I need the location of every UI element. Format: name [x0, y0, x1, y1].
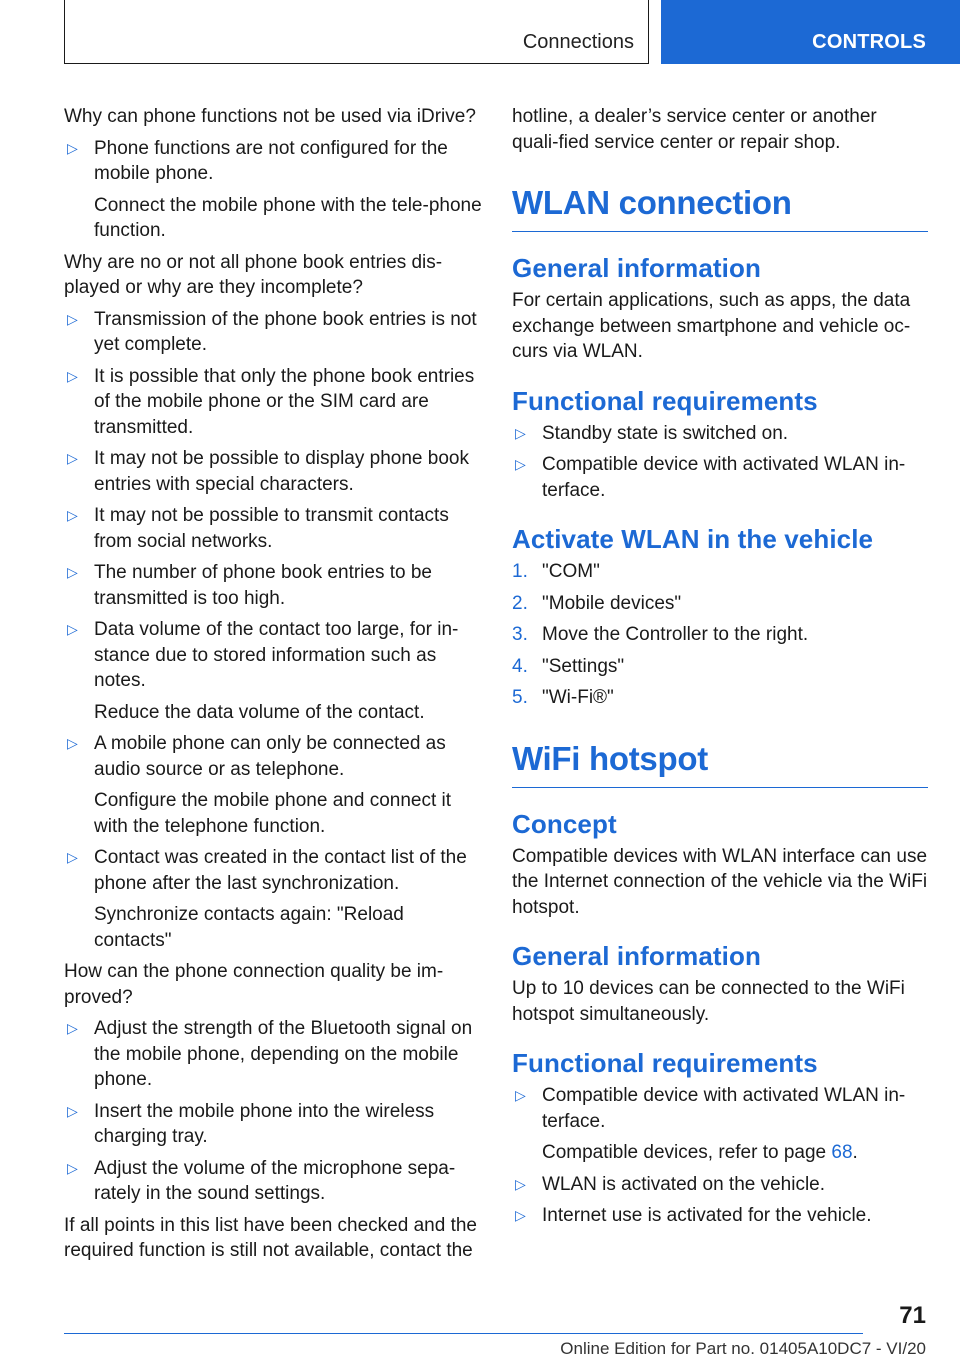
right-column: [512, 104, 928, 1235]
footer-edition: Online Edition for Part no. 01405A10DC7 - VI/20: [560, 1339, 926, 1358]
section-title-wlan: WLAN connection: [512, 183, 928, 232]
triangle-bullet-icon: ▷: [67, 735, 78, 751]
step-number: 1.: [512, 561, 528, 582]
page-ref-link[interactable]: 68: [831, 1142, 853, 1163]
list-item: [64, 1016, 482, 1093]
step-item: [512, 685, 928, 711]
list-item-text: A mobile phone can only be connected as audio source or as telephone.: [94, 733, 446, 780]
paragraph-general-information: For certain applications, such as apps, the data exchange between smartphone and vehicle oc-curs via WLAN.: [512, 290, 911, 362]
list-item-text: Adjust the strength of the Bluetooth signal on the mobile phone, depending on the mobile phone.: [94, 1018, 473, 1090]
step-item: [512, 559, 928, 585]
footer-rule: [64, 1333, 863, 1334]
list-item-text: Transmission of the phone book entries is not yet complete.: [94, 308, 477, 355]
header-chapter-tab[interactable]: [661, 0, 960, 64]
list-item: [512, 1203, 928, 1229]
list-item-text: Compatible device with activated WLAN in-terface.: [542, 1085, 906, 1132]
question-phone-functions: Why can phone functions not be used via iDrive?: [64, 106, 476, 127]
list-item: [512, 1083, 928, 1134]
triangle-bullet-icon: ▷: [67, 849, 78, 865]
list-item-text: It may not be possible to transmit contacts from social networks.: [94, 505, 449, 552]
step-text: "Settings": [542, 655, 625, 677]
step-number: 4.: [512, 655, 528, 677]
list-item: [64, 1099, 482, 1150]
triangle-bullet-icon: ▷: [515, 1087, 526, 1103]
triangle-bullet-icon: ▷: [515, 456, 526, 472]
list-item-note: Connect the mobile phone with the tele-phone function.: [94, 194, 482, 241]
list-item-note: Configure the mobile phone and connect it with the telephone function.: [94, 790, 452, 837]
list-item-note: Synchronize contacts again: "Reload contacts": [94, 904, 404, 951]
list-item-text: Insert the mobile phone into the wireless charging tray.: [94, 1100, 435, 1147]
list-item-note: [512, 1140, 928, 1166]
step-item: [512, 622, 928, 648]
header-section-box: [64, 0, 649, 64]
triangle-bullet-icon: ▷: [67, 564, 78, 580]
list-item-text: WLAN is activated on the vehicle.: [542, 1173, 826, 1195]
triangle-bullet-icon: ▷: [67, 1159, 78, 1176]
heading-general-information: General information: [512, 941, 761, 971]
closing-paragraph-continued: hotline, a dealer’s service center or another quali-fied service center or repair shop.: [512, 106, 877, 153]
triangle-bullet-icon: ▷: [67, 139, 78, 156]
triangle-bullet-icon: ▷: [67, 310, 78, 327]
list-item-text: Phone functions are not configured for the mobile phone.: [94, 137, 448, 184]
question-phone-book: Why are no or not all phone book entries dis-played or why are they incomplete?: [64, 251, 443, 298]
step-text: Move the Controller to the right.: [542, 624, 809, 645]
list-item: [512, 452, 928, 503]
list-item: [64, 1156, 482, 1207]
heading-functional-requirements: Functional requirements: [512, 385, 818, 416]
list-item-text: Adjust the volume of the microphone sepa-rately in the sound settings.: [94, 1157, 456, 1204]
step-number: 2.: [512, 592, 528, 614]
header-chapter-title: CONTROLS: [812, 31, 926, 53]
list-item-text: Standby state is switched on.: [542, 422, 789, 444]
list-item: [64, 503, 482, 554]
list-item: [512, 421, 928, 447]
page-ref-period: .: [852, 1142, 858, 1163]
list-item: [64, 364, 482, 441]
page-number: 71: [899, 1302, 926, 1329]
page-ref-text: Compatible devices, refer to page: [542, 1142, 832, 1163]
list-item-text: Compatible device with activated WLAN in-terface.: [542, 454, 906, 501]
header-section-title: Connections: [522, 31, 634, 53]
list-item: [64, 845, 482, 896]
left-column: [64, 104, 482, 1270]
list-item: [64, 307, 482, 358]
step-text: "Mobile devices": [542, 592, 682, 614]
step-number: 5.: [512, 687, 528, 708]
step-text: "Wi-Fi®": [542, 687, 614, 708]
step-text: "COM": [542, 561, 600, 582]
paragraph-general-information: Up to 10 devices can be connected to the WiFi hotspot simultaneously.: [512, 978, 905, 1025]
list-item-text: Contact was created in the contact list of the phone after the last synchronization.: [94, 847, 467, 894]
triangle-bullet-icon: ▷: [67, 1020, 78, 1036]
list-item: [64, 446, 482, 497]
list-item-text: Data volume of the contact too large, for in-stance due to stored information such as notes.: [94, 619, 459, 691]
list-item: [64, 136, 482, 187]
heading-concept: Concept: [512, 808, 617, 839]
triangle-bullet-icon: ▷: [515, 424, 526, 441]
step-number: 3.: [512, 624, 528, 645]
triangle-bullet-icon: ▷: [67, 621, 78, 637]
triangle-bullet-icon: ▷: [67, 450, 78, 466]
list-item-text: It is possible that only the phone book entries of the mobile phone or the SIM card are transmitted.: [94, 365, 475, 438]
heading-functional-requirements: Functional requirements: [512, 1048, 818, 1078]
closing-paragraph: If all points in this list have been checked and the required function is still not available, contact the: [64, 1214, 477, 1261]
list-item: [64, 560, 482, 611]
triangle-bullet-icon: ▷: [67, 367, 78, 384]
step-item: [512, 591, 928, 617]
triangle-bullet-icon: ▷: [67, 507, 78, 523]
section-title-hotspot: WiFi hotspot: [512, 739, 928, 788]
list-item-text: Internet use is activated for the vehicle.: [542, 1205, 872, 1226]
heading-activate-wlan: Activate WLAN in the vehicle: [512, 524, 874, 554]
triangle-bullet-icon: ▷: [515, 1175, 526, 1192]
question-connection-quality: How can the phone connection quality be im-proved?: [64, 961, 444, 1008]
list-item: [64, 731, 482, 782]
step-item: [512, 654, 928, 680]
list-item-note: Reduce the data volume of the contact.: [94, 701, 425, 723]
list-item: [512, 1172, 928, 1198]
list-item: [64, 617, 482, 694]
triangle-bullet-icon: ▷: [515, 1207, 526, 1223]
paragraph-concept: Compatible devices with WLAN interface can use the Internet connection of the vehicle via the WiFi hotspot.: [512, 845, 928, 918]
list-item-text: The number of phone book entries to be transmitted is too high.: [94, 562, 433, 609]
triangle-bullet-icon: ▷: [67, 1102, 78, 1119]
list-item-text: It may not be possible to display phone book entries with special characters.: [94, 448, 469, 495]
heading-general-information: General information: [512, 253, 761, 283]
